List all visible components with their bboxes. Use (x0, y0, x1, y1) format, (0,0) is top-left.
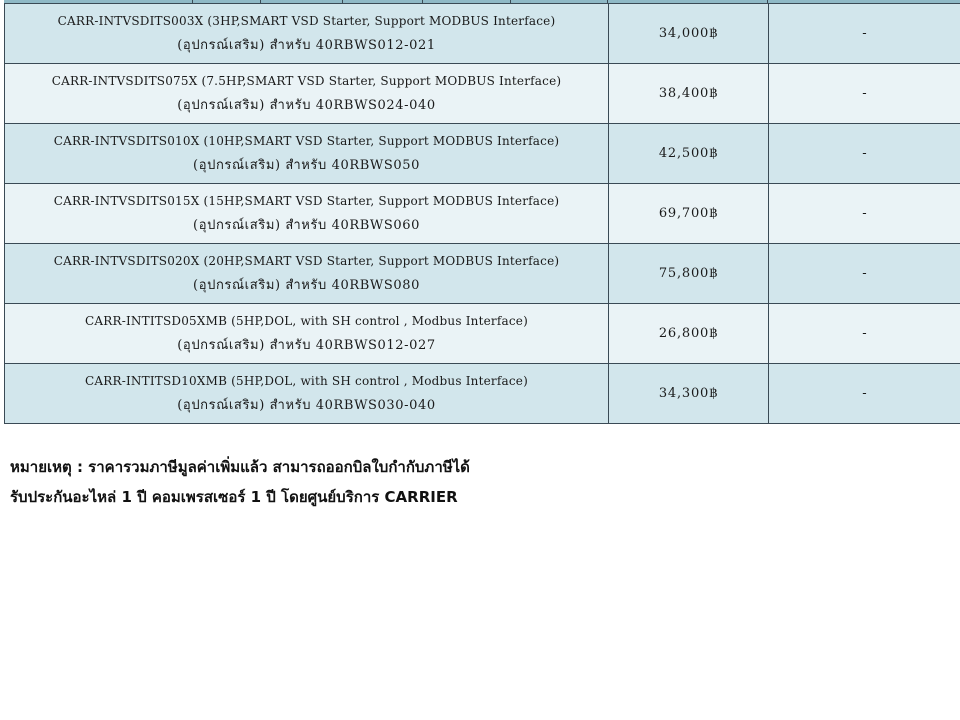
accessory-price-table (4, 3, 960, 424)
table-row (5, 304, 960, 364)
description-cell (5, 124, 609, 184)
product-description: CARR-INTVSDITS075X (7.5HP,SMART VSD Starter, Support MODBUS Interface) (51, 73, 562, 88)
product-compatibility-note: (อุปกรณ์เสริม) สำหรับ 40RBWS060 (193, 217, 420, 233)
product-compatibility-note: (อุปกรณ์เสริม) สำหรับ 40RBWS030-040 (177, 397, 436, 413)
extra-cell: - (769, 364, 960, 424)
price-cell: 26,800฿ (609, 304, 769, 364)
product-description: CARR-INTITSD10XMB (5HP,DOL, with SH control , Modbus Interface) (85, 373, 528, 388)
product-description: CARR-INTITSD05XMB (5HP,DOL, with SH control , Modbus Interface) (85, 313, 528, 328)
table-row (5, 364, 960, 424)
table-row (5, 184, 960, 244)
remarks-block (10, 452, 470, 512)
extra-cell: - (769, 184, 960, 244)
product-compatibility-note: (อุปกรณ์เสริม) สำหรับ 40RBWS012-021 (177, 37, 436, 53)
description-cell (5, 64, 609, 124)
price-cell: 42,500฿ (609, 124, 769, 184)
price-cell: 69,700฿ (609, 184, 769, 244)
price-cell: 38,400฿ (609, 64, 769, 124)
extra-cell: - (769, 304, 960, 364)
product-description: CARR-INTVSDITS010X (10HP,SMART VSD Starter, Support MODBUS Interface) (53, 133, 560, 148)
price-cell: 75,800฿ (609, 244, 769, 304)
product-compatibility-note: (อุปกรณ์เสริม) สำหรับ 40RBWS024-040 (177, 97, 436, 113)
description-cell (5, 244, 609, 304)
price-cell: 34,000฿ (609, 4, 769, 64)
table-row (5, 4, 960, 64)
description-cell (5, 4, 609, 64)
product-description: CARR-INTVSDITS003X (3HP,SMART VSD Starter, Support MODBUS Interface) (57, 13, 556, 28)
product-compatibility-note: (อุปกรณ์เสริม) สำหรับ 40RBWS012-027 (177, 337, 436, 353)
table-row (5, 244, 960, 304)
description-cell (5, 184, 609, 244)
extra-cell: - (769, 64, 960, 124)
extra-cell: - (769, 124, 960, 184)
extra-cell: - (769, 4, 960, 64)
product-description: CARR-INTVSDITS020X (20HP,SMART VSD Starter, Support MODBUS Interface) (53, 253, 560, 268)
product-compatibility-note: (อุปกรณ์เสริม) สำหรับ 40RBWS080 (193, 277, 420, 293)
table-row (5, 64, 960, 124)
description-cell (5, 364, 609, 424)
product-compatibility-note: (อุปกรณ์เสริม) สำหรับ 40RBWS050 (193, 157, 420, 173)
price-cell: 34,300฿ (609, 364, 769, 424)
remark-tax-note: หมายเหตุ : ราคารวมภาษีมูลค่าเพิ่มแล้ว สามารถออกบิลใบกำกับภาษีได้ (10, 458, 470, 476)
table-row (5, 124, 960, 184)
product-description: CARR-INTVSDITS015X (15HP,SMART VSD Starter, Support MODBUS Interface) (53, 193, 560, 208)
description-cell (5, 304, 609, 364)
remark-warranty-note: รับประกันอะไหล่ 1 ปี คอมเพรสเซอร์ 1 ปี โดยศูนย์บริการ CARRIER (10, 488, 458, 506)
extra-cell: - (769, 244, 960, 304)
